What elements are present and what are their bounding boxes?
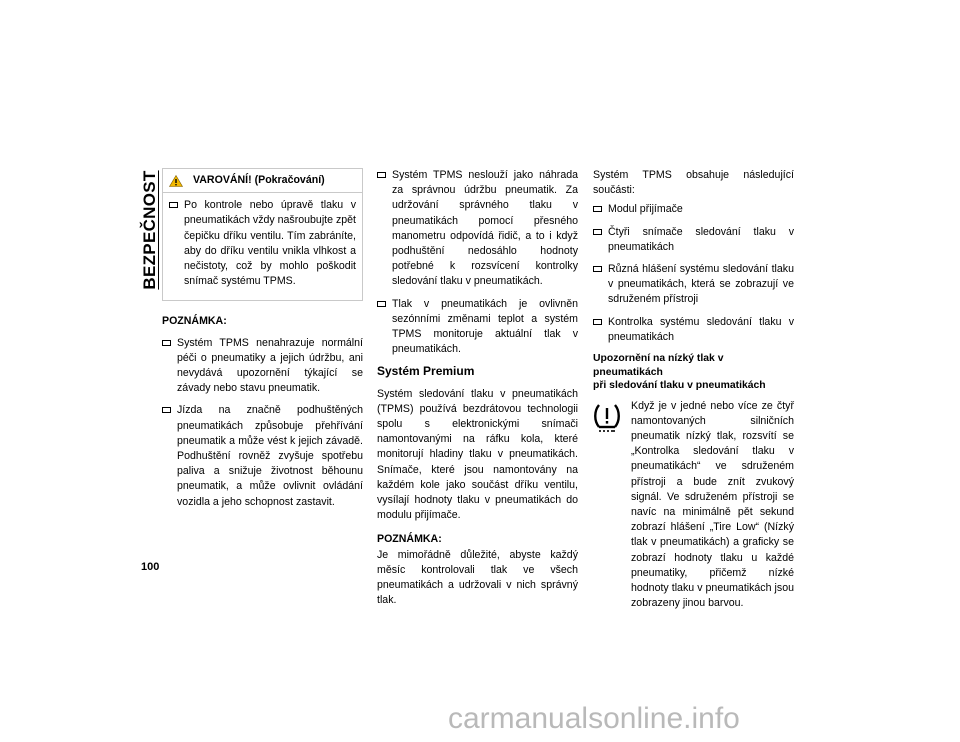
checkbox-bullet-icon (169, 202, 178, 208)
section-tab-label: BEZPEČNOST (140, 170, 159, 290)
checkbox-bullet-icon (377, 301, 386, 307)
page-number: 100 (141, 561, 160, 573)
note-item-text: Jízda na značně podhuštěných pneumatikách způsobuje přehřívání pneumatik a může vést k jejich závadě. Podhuštění rovněž zvyšuje spotřebu paliva a snižuje životnost běhounu pneumatik, a může ovlivnit ovládání vozidla a jeho schopnost zastavit. (177, 404, 363, 508)
warning-item-text: Po kontrole nebo úpravě tlaku v pneumatikách vždy našroubujte zpět čepičku dříku ventilu. Tím zabráníte, aby do dříku ventilu vnikla vlhkost a nečistoty, což by mohlo poškodit snímač systému TPMS. (184, 199, 356, 288)
checkbox-bullet-icon (593, 229, 602, 235)
checkbox-bullet-icon (162, 407, 171, 413)
list-item-text: Tlak v pneumatikách je ovlivněn sezónními změnami teplot a systém TPMS monitoruje aktuální tlak v pneumatikách. (392, 297, 578, 356)
paragraph: Systém sledování tlaku v pneumatikách (TPMS) používá bezdrátovou technologii spolu s elektronickými snímači namontovanými na ráfku kola, které monitorují hladiny tlaku v pneumatikách. Snímače, které jsou namontovány na každém kole jako součást dříku ventilu, vysílají hodnoty tlaku v pneumatikách do modulu přijímače. (377, 387, 578, 522)
watermark: carmanualsonline.info (448, 702, 740, 735)
section-heading: Systém Premium (377, 364, 475, 379)
column-1 (162, 168, 363, 517)
list-item-text: Čtyři snímače sledování tlaku v pneumatikách (608, 225, 794, 253)
list-item (162, 403, 363, 509)
list-item (169, 198, 356, 289)
tpms-warning-icon (593, 399, 621, 435)
note-title: POZNÁMKA: (377, 533, 442, 546)
checkbox-bullet-icon (593, 206, 602, 212)
note-title: POZNÁMKA: (162, 315, 227, 328)
checkbox-bullet-icon (593, 266, 602, 272)
warning-body (163, 193, 362, 300)
paragraph: Když je v jedné nebo více ze čtyř namontovaných silničních pneumatik nízký tlak, rozsvítí se „Kontrolka sledování tlaku v pneumatikách“ ve sdruženém přístroji a bude znít zvukový signál. Ve sdruženém přístroji se navíc na minimálně pět sekund zobrazí hlášení „Tire Low“ (Nízký tlak v pneumatikách) a graficky se zobrazí hodnoty tlaku u každé pneumatiky, přičemž nízké hodnoty tlaku v pneumatikách jsou zobrazeny jinou barvou. (631, 399, 794, 610)
column-2 (377, 168, 578, 617)
paragraph: Systém TPMS obsahuje následující součásti: (593, 169, 794, 197)
list-item-text: Různá hlášení systému sledování tlaku v pneumatikách, která se zobrazují ve sdruženém přístroji (608, 263, 794, 306)
list-item-text: Kontrolka systému sledování tlaku v pneumatikách (608, 315, 794, 343)
checkbox-bullet-icon (377, 172, 386, 178)
list-item (377, 168, 578, 290)
tpms-warning-block (593, 399, 794, 612)
note-item-text: Systém TPMS nenahrazuje normální péči o pneumatiky a jejich údržbu, ani nevydává upozornění týkající se závady nebo stavu pneumatik. (177, 336, 363, 395)
list-item-text: Systém TPMS neslouží jako náhrada za správnou údržbu pneumatik. Za udržování správného tlaku v pneumatikách pomocí přesného manometru odpovídá řidič, a to i když podhuštění nedosáhlo hodnoty potřebné k rozsvícení kontrolky sledování tlaku v pneumatikách. (392, 169, 578, 288)
section-tab (139, 168, 161, 292)
list-item (593, 202, 794, 217)
list-item (377, 297, 578, 358)
list-item (593, 262, 794, 308)
subsection-heading-line: při sledování tlaku v pneumatikách (593, 380, 766, 392)
paragraph: Je mimořádně důležité, abyste každý měsíc kontrolovali tlak ve všech pneumatikách a udržovali v nich správný tlak. (377, 548, 578, 607)
column-3 (593, 168, 794, 611)
list-item-text: Modul přijímače (608, 203, 683, 216)
list-item (593, 225, 794, 255)
warning-box (162, 168, 363, 301)
checkbox-bullet-icon (162, 340, 171, 346)
subsection-heading (593, 352, 794, 393)
warning-header (163, 169, 362, 193)
subsection-heading-line: Upozornění na nízký tlak v pneumatikách (593, 353, 724, 378)
list-item (593, 315, 794, 345)
warning-triangle-icon (169, 175, 183, 187)
warning-title: VAROVÁNÍ! (Pokračování) (193, 174, 325, 186)
checkbox-bullet-icon (593, 319, 602, 325)
list-item (162, 336, 363, 397)
